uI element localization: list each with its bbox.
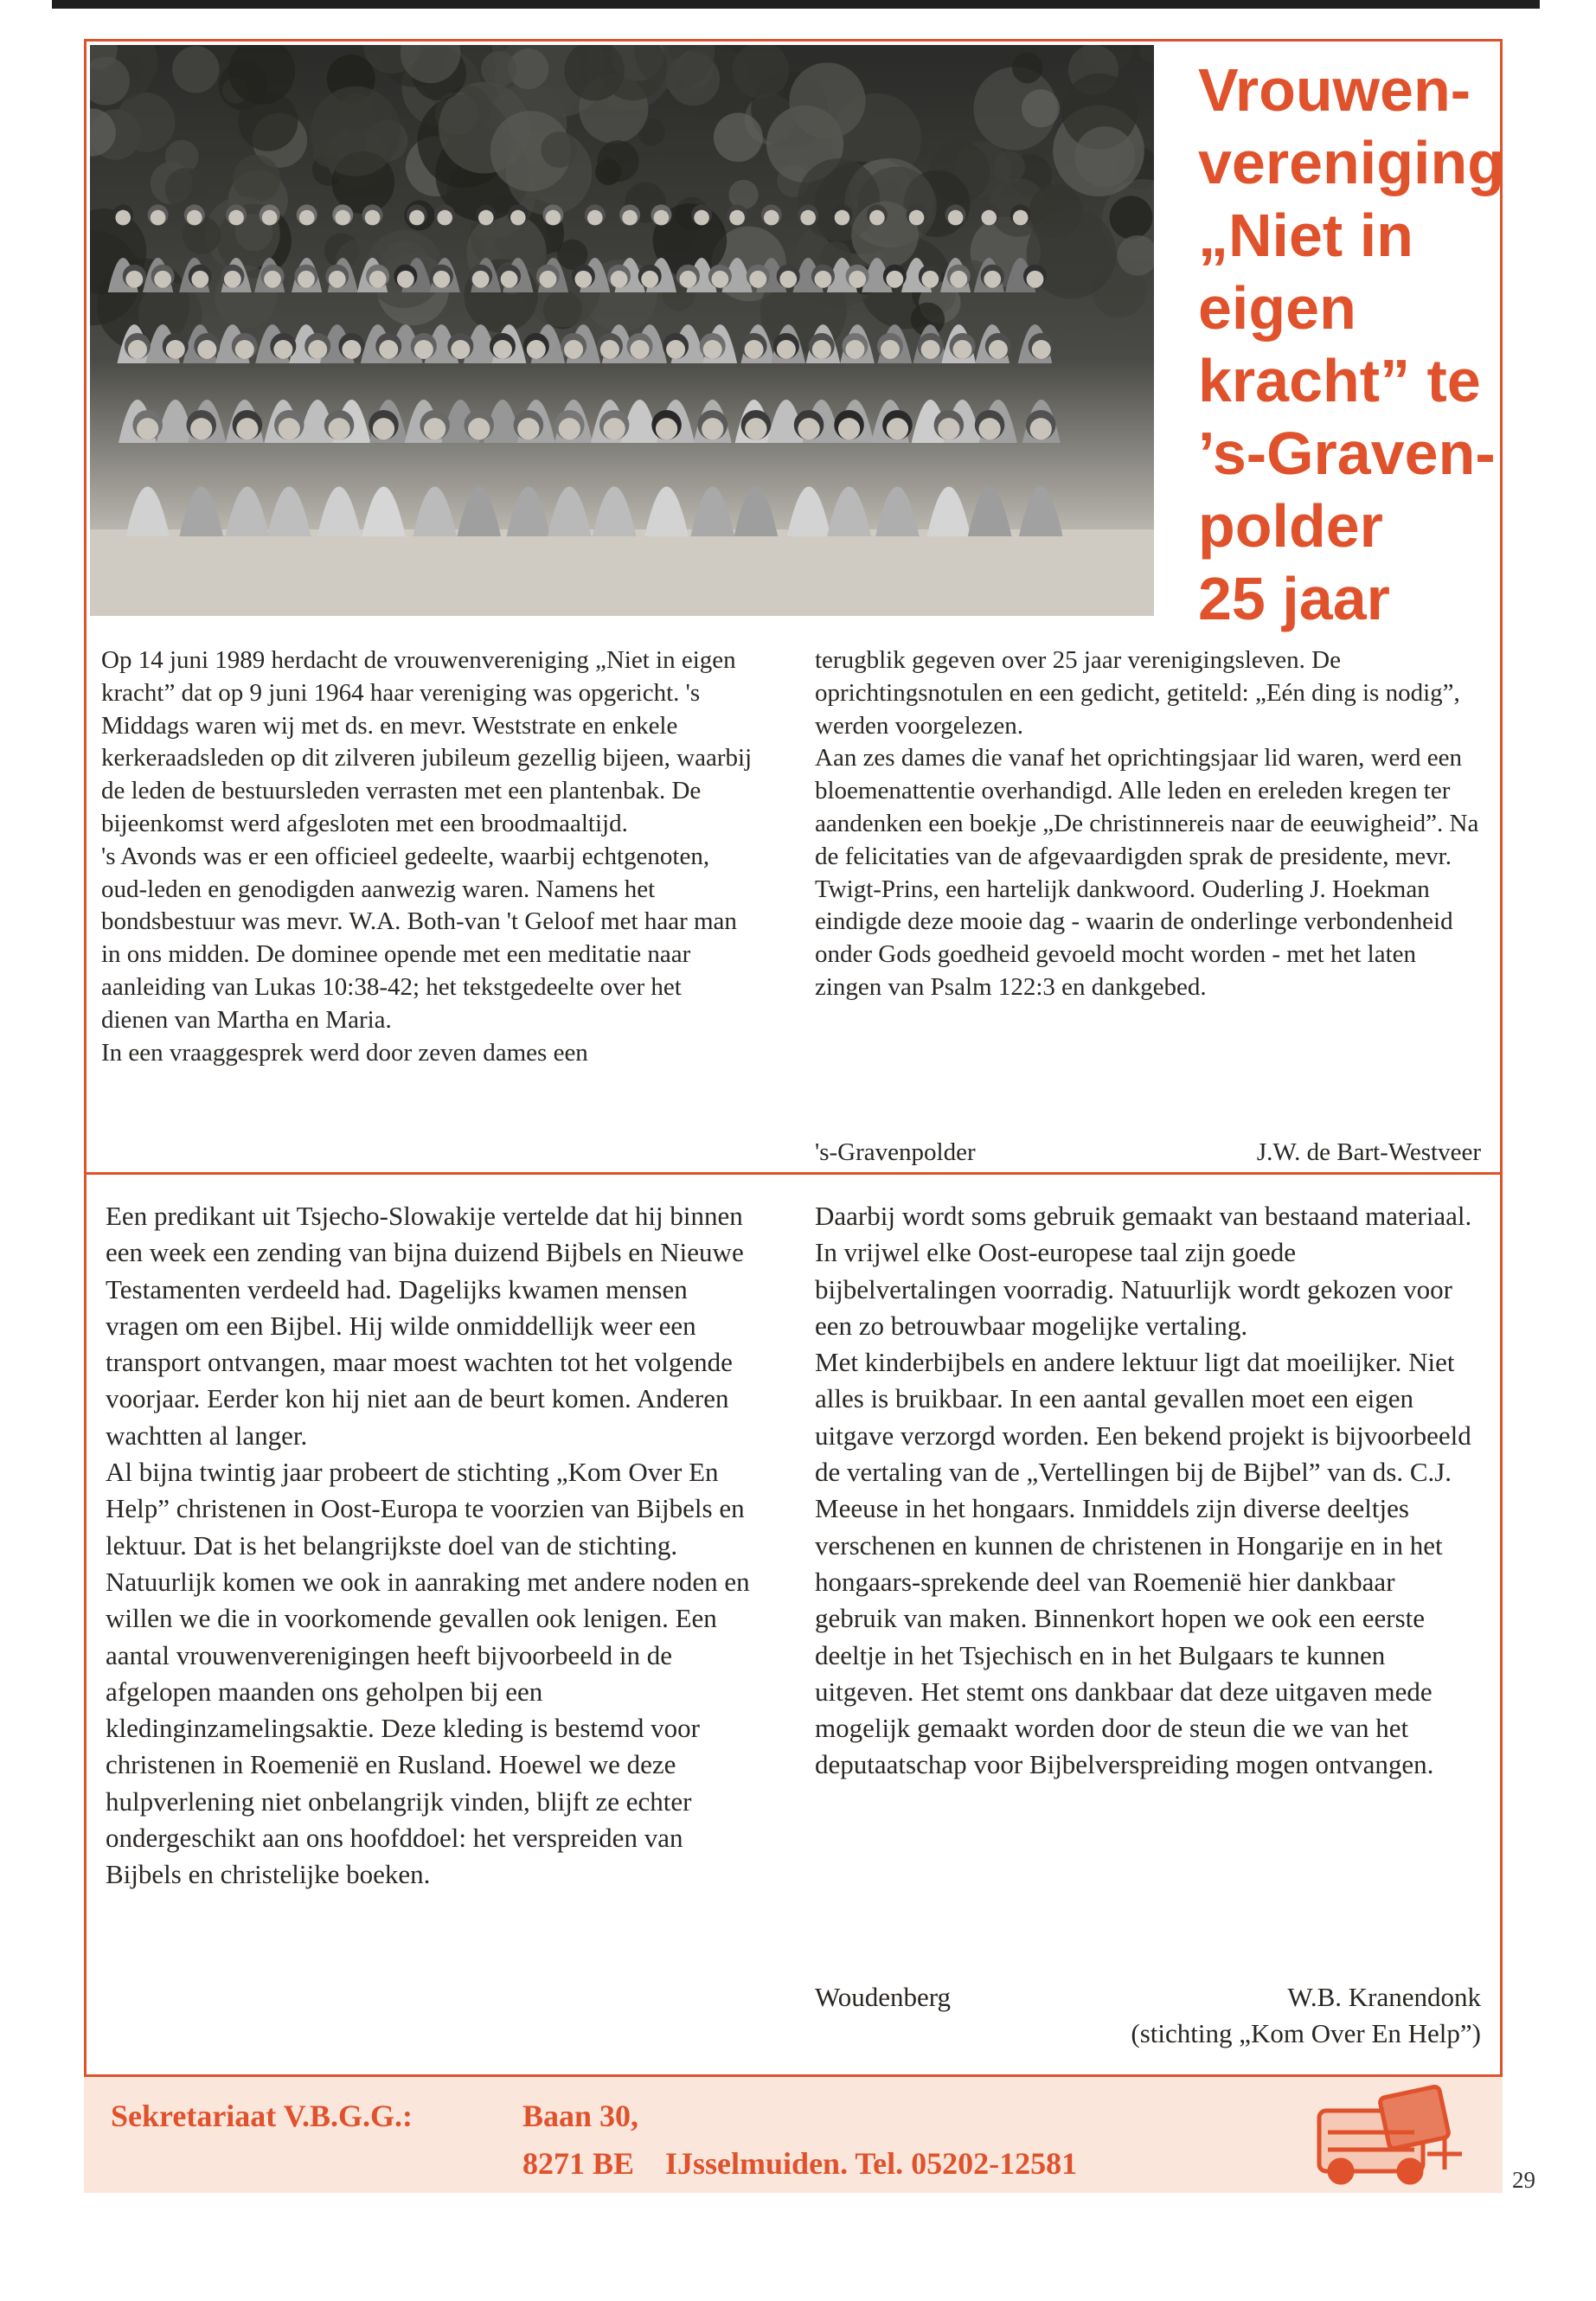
- article1-signature: [815, 1136, 1481, 1169]
- title-line: vereniging: [1198, 129, 1504, 196]
- article2-column-left: [106, 1198, 763, 1894]
- article2-column-right: [815, 1198, 1481, 1784]
- paragraph: Daarbij wordt soms gebruik gemaakt van bestaand materiaal. In vrijwel elke Oost-europese taal zijn goede bijbelvertalingen voorradig. Natuurlijk wordt gekozen voor een zo betrouwbaar mogelijke vertaling.: [815, 1201, 1472, 1341]
- page-number: 29: [1512, 2167, 1535, 2193]
- article1-column-left: [101, 644, 754, 1069]
- bible-van-logo-icon: [1302, 2085, 1475, 2187]
- title-line: 25 jaar: [1198, 565, 1390, 632]
- paragraph: Al bijna twintig jaar probeert de stichting „Kom Over En Help” christenen in Oost-Europa te voorzien van Bijbels en lektuur. Dat is het belangrijkste doel van de stichting. Natuurlijk komen we ook in aanraking met andere noden en willen we die in voorkomende gevallen ook lenigen. Een aantal vrouwenverenigingen heeft bijvoorbeeld in de afgelopen maanden ons geholpen bij een kledinginzamelingsaktie. Deze kleding is bestemd voor christenen in Roemenië en Rusland. Hoewel we deze hulpverlening niet onbelangrijk vinden, blijft ze echter ondergeschikt aan ons hoofddoel: het verspreiden van Bijbels en christelijke boeken.: [106, 1457, 750, 1890]
- article-title: [1198, 54, 1504, 635]
- paragraph: In een vraaggesprek werd door zeven dames een: [101, 1038, 588, 1067]
- group-photo: [90, 45, 1154, 616]
- title-line: polder: [1198, 492, 1383, 560]
- signature-author: W.B. Kranendonk: [1287, 1982, 1481, 2012]
- scan-edge: [52, 0, 1540, 9]
- title-line: „Niet in: [1198, 202, 1413, 269]
- paragraph: Een predikant uit Tsjecho-Slowakije vertelde dat hij binnen een week een zending van bijna duizend Bijbels en Nieuwe Testamenten verdeeld had. Dagelijks kwamen mensen vragen om een Bijbel. Hij wilde onmiddellijk weer een transport ontvangen, maar moest wachten tot het volgende voorjaar. Eerder kon hij niet aan de beurt komen. Anderen wachtten al langer.: [106, 1201, 744, 1451]
- footer-address-line2: 8271 BE IJsselmuiden. Tel. 05202-12581: [522, 2146, 1078, 2181]
- title-line: ’s-Graven-: [1198, 420, 1496, 487]
- article1-column-right: [815, 644, 1481, 1004]
- paragraph: terugblik gegeven over 25 jaar verenigingsleven. De oprichtingsnotulen en een gedicht, getiteld: „Eén ding is nodig”, werden voorgelezen.: [815, 646, 1460, 740]
- footer-address-line1: Baan 30,: [522, 2099, 639, 2133]
- title-line: eigen: [1198, 274, 1356, 342]
- paragraph: 's Avonds was er een officieel gedeelte, waarbij echtgenoten, oud-leden en genodigden aanwezig waren. Namens het bondsbestuur was mevr. W.A. Both-van 't Geloof met haar man in ons midden. De dominee opende met een meditatie naar aanleiding van Lukas 10:38-42; het tekstgedeelte over het dienen van Martha en Maria.: [101, 842, 737, 1034]
- article2-signature: [815, 1979, 1481, 2052]
- signature-place: 's-Gravenpolder: [815, 1138, 976, 1166]
- paragraph: Met kinderbijbels en andere lektuur ligt dat moeilijker. Niet alles is bruikbaar. In een aantal gevallen moet een eigen uitgave verzorgd worden. Een bekend projekt is bijvoorbeeld de vertaling van de „Vertellingen bij de Bijbel” van ds. C.J. Meeuse in het hongaars. Inmiddels zijn diverse deeltjes verschenen en kunnen de christenen in Hongarije en in het hongaars-sprekende deel van Roemenië hier dankbaar gebruik van maken. Binnenkort hopen we ook een eerste deeltje in het Tsjechisch en in het Bulgaars te kunnen uitgeven. Het stemt ons dankbaar dat deze uitgaven mede mogelijk gemaakt worden door de steun die we van het deputaatschap voor Bijbelverspreiding mogen ontvangen.: [815, 1347, 1471, 1780]
- footer-label: Sekretariaat V.B.G.G.:: [111, 2099, 413, 2133]
- paragraph: Op 14 juni 1989 herdacht de vrouwenvereniging „Niet in eigen kracht” dat op 9 juni 1964 haar vereniging was opgericht. 's Middags waren wij met ds. en mevr. Weststrate en enkele kerkeraadsleden op dit zilveren jubileum gezellig bijeen, waarbij de leden de bestuursleden verrasten met een plantenbak. De bijeenkomst werd afgesloten met een broodmaaltijd.: [101, 646, 753, 837]
- signature-place: Woudenberg: [815, 1982, 952, 2012]
- paragraph: Aan zes dames die vanaf het oprichtingsjaar lid waren, werd een bloemenattentie overhandigd. Alle leden en ereleden kregen ter aandenken een boekje „De christinnereis naar de eeuwigheid”. Na de felicitaties van de afgevaardigden sprak de presidente, mevr. Twigt-Prins, een hartelijk dankwoord. Ouderling J. Hoekman eindigde deze mooie dag - waarin de onderlinge verbondenheid onder Gods goedheid gevoeld mocht worden - met het laten zingen van Psalm 122:3 en dankgebed.: [815, 744, 1479, 1001]
- signature-organization: (stichting „Kom Over En Help”): [1131, 2018, 1481, 2048]
- title-line: Vrouwen-: [1198, 56, 1471, 124]
- signature-author: J.W. de Bart-Westveer: [1256, 1138, 1481, 1166]
- title-line: kracht” te: [1198, 347, 1481, 414]
- section-divider: [84, 1172, 1503, 1175]
